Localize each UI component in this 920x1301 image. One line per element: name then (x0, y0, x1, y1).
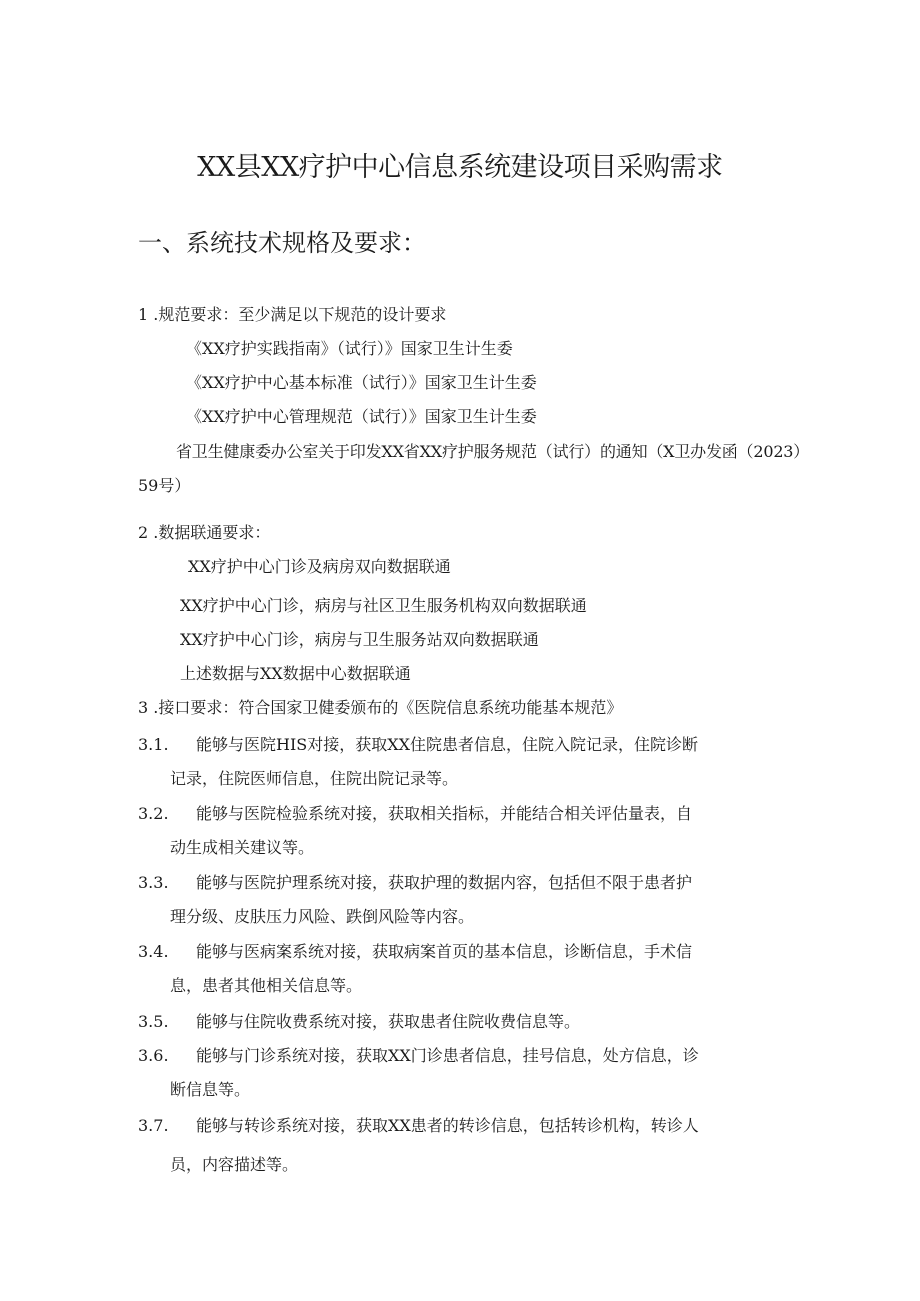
item-text: 能够与转诊系统对接，获取XX患者的转诊信息，包括转诊机构，转诊人 (196, 1116, 699, 1135)
standard-reference: 《XX疗护中心基本标准（试行）》国家卫生计生委 (186, 373, 537, 392)
interface-item (138, 735, 698, 755)
data-link-line: 上述数据与XX数据中心数据联通 (180, 664, 411, 683)
item-text: 能够与医院护理系统对接，获取护理的数据内容，包括但不限于患者护 (196, 873, 693, 892)
item-3-heading: 3 .接口要求：符合国家卫健委颁布的《医院信息系统功能基本规范》 (138, 698, 623, 717)
interface-item (138, 942, 692, 962)
interface-item (138, 1116, 699, 1136)
interface-item (138, 873, 692, 893)
interface-item (138, 1012, 580, 1032)
item-text: 能够与医院检验系统对接，获取相关指标，并能结合相关评估量表，自 (196, 804, 693, 823)
item-text: 能够与门诊系统对接，获取XX门诊患者信息，挂号信息，处方信息，诊 (196, 1046, 699, 1065)
data-link-line: XX疗护中心门诊，病房与社区卫生服务机构双向数据联通 (180, 596, 587, 615)
item-text: 能够与住院收费系统对接，获取患者住院收费信息等。 (196, 1012, 581, 1031)
item-text-continuation: 息，患者其他相关信息等。 (170, 976, 363, 995)
item-number: 3.2. (138, 804, 169, 823)
item-text-continuation: 记录，住院医师信息，住院出院记录等。 (170, 769, 459, 788)
item-number: 3.5. (138, 1012, 169, 1031)
data-link-line: XX疗护中心门诊及病房双向数据联通 (188, 557, 451, 576)
standard-reference: 《XX疗护中心管理规范（试行）》国家卫生计生委 (186, 407, 537, 426)
item-number: 3.4. (138, 942, 169, 961)
item-number: 3.6. (138, 1046, 169, 1065)
section-heading-1: 一、系统技术规格及要求： (138, 229, 426, 257)
item-text-continuation: 动生成相关建议等。 (170, 838, 315, 857)
interface-item (138, 1046, 699, 1066)
item-text-continuation: 断信息等。 (170, 1080, 251, 1099)
item-number: 3.1. (138, 735, 169, 754)
item-2-heading: 2 .数据联通要求： (138, 523, 271, 542)
item-text: 能够与医病案系统对接，获取病案首页的基本信息，诊断信息，手术信 (196, 942, 693, 961)
item-number: 3.3. (138, 873, 169, 892)
item-text-continuation: 理分级、皮肤压力风险、跌倒风险等内容。 (170, 907, 475, 926)
notice-reference-line: 省卫生健康委办公室关于印发XX省XX疗护服务规范（试行）的通知（X卫办发函（2023） (176, 442, 810, 461)
data-link-line: XX疗护中心门诊，病房与卫生服务站双向数据联通 (180, 630, 539, 649)
item-text-continuation: 员，内容描述等。 (170, 1155, 299, 1174)
item-number: 3.7. (138, 1116, 169, 1135)
notice-reference-line: 59号） (138, 476, 191, 495)
document-title: XX县XX疗护中心信息系统建设项目采购需求 (197, 152, 723, 183)
standard-reference: 《XX疗护实践指南》（试行）》国家卫生计生委 (186, 339, 513, 358)
item-text: 能够与医院HIS对接，获取XX住院患者信息，住院入院记录，住院诊断 (196, 735, 699, 754)
interface-item (138, 804, 692, 824)
item-1-heading: 1 .规范要求：至少满足以下规范的设计要求 (138, 305, 447, 324)
